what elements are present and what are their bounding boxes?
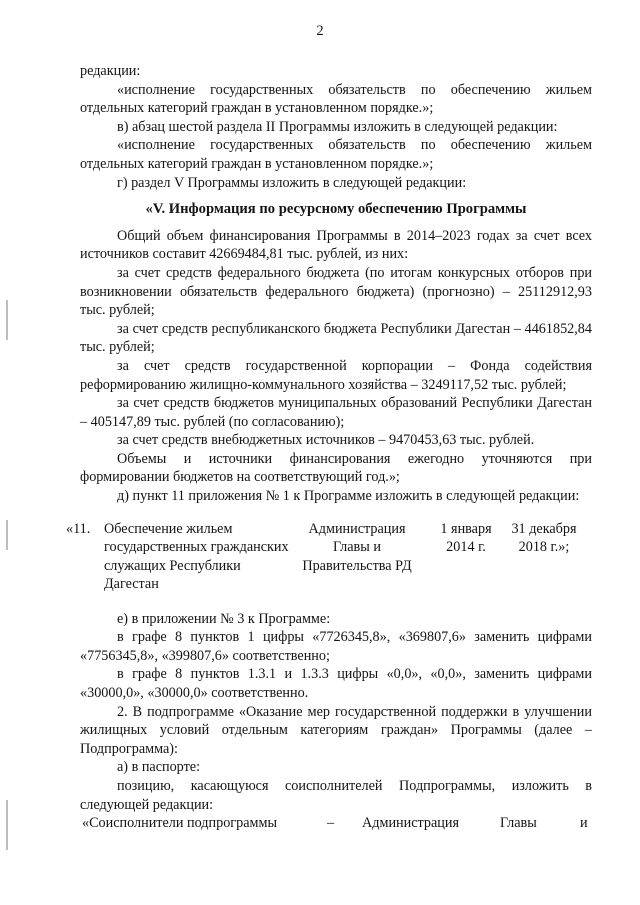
page-number: 2 <box>316 23 324 39</box>
dash: – <box>327 815 335 832</box>
document-body <box>66 62 592 834</box>
paragraph: за счет средств федерального бюджета (по итогам конкурсных отборов при возникновении обязательств федерального бюджета) (прогнозно) – 25112912,93 тыс. рублей; <box>80 264 592 319</box>
paragraph: в) абзац шестой раздела II Программы изложить в следующей редакции: <box>117 118 558 135</box>
paragraph: д) пункт 11 приложения № 1 к Программе изложить в следующей редакции: <box>117 488 580 505</box>
paragraph: «исполнение государственных обязательств по обеспечению жильем отдельных категорий граждан в установленном порядке.»; <box>80 137 592 172</box>
paragraph: е) в приложении № 3 к Программе: <box>117 610 331 627</box>
coexecutors-value-part: Главы <box>500 815 537 832</box>
coexecutors-value-part: Администрация <box>362 815 459 832</box>
coexecutors-line <box>80 814 592 834</box>
paragraph: за счет средств государственной корпорации – Фонда содействия реформированию жилищно-коммунального хозяйства – 3249117,52 тыс. рублей; <box>80 357 592 393</box>
program-item-11 <box>66 520 592 602</box>
paragraph: за счет средств республиканского бюджета Республики Дагестан – 4461852,84 тыс. рублей; <box>80 320 592 356</box>
item-name: Обеспечение жильем государственных гражданских служащих Республики Дагестан <box>104 520 289 593</box>
paragraph: в графе 8 пунктов 1.3.1 и 1.3.3 цифры «0,0», «0,0», заменить цифрами «30000,0», «30000,0» соответственно. <box>80 666 592 702</box>
item-start-date: 1 января 2014 г. <box>440 520 492 556</box>
paragraph: за счет средств внебюджетных источников – 9470453,63 тыс. рублей. <box>117 432 535 449</box>
paragraph: а) в паспорте: <box>117 759 201 776</box>
paragraph: за счет средств бюджетов муниципальных образований Республики Дагестан – 405147,89 тыс. рублей (по согласованию); <box>80 395 592 430</box>
item-executor: Администрация Главы и Правительства РД <box>302 520 412 574</box>
coexecutors-label: «Соисполнители подпрограммы <box>82 815 277 832</box>
paragraph: 2. В подпрограмме «Оказание мер государственной поддержки в улучшении жилищных условий отдельным категориям граждан» Программы (далее – Подпрограмма): <box>80 703 592 757</box>
section-heading: «V. Информация по ресурсному обеспечению Программы <box>145 201 527 218</box>
paragraph: в графе 8 пунктов 1 цифры «7726345,8», «369807,6» заменить цифрами «7756345,8», «399807,6» соответственно; <box>80 629 592 664</box>
scan-edge-mark <box>6 800 8 850</box>
coexecutors-value-part: и <box>580 815 588 832</box>
paragraph: Объемы и источники финансирования ежегодно уточняются при формировании бюджетов на соответствующий год.»; <box>80 450 592 486</box>
scan-edge-mark <box>6 520 8 550</box>
item-end-date: 31 декабря 2018 г.»; <box>511 520 577 556</box>
paragraph: «исполнение государственных обязательств по обеспечению жильем отдельных категорий граждан в установленном порядке.»; <box>80 81 592 117</box>
paragraph: г) раздел V Программы изложить в следующей редакции: <box>117 174 467 191</box>
item-number: «11. <box>66 520 91 537</box>
scan-edge-mark <box>6 300 8 340</box>
paragraph: позицию, касающуюся соисполнителей Подпрограммы, изложить в следующей редакции: <box>80 778 592 813</box>
paragraph: Общий объем финансирования Программы в 2014–2023 годах за счет всех источников составит 42669484,81 тыс. рублей, из них: <box>80 227 592 263</box>
paragraph: редакции: <box>80 63 141 79</box>
